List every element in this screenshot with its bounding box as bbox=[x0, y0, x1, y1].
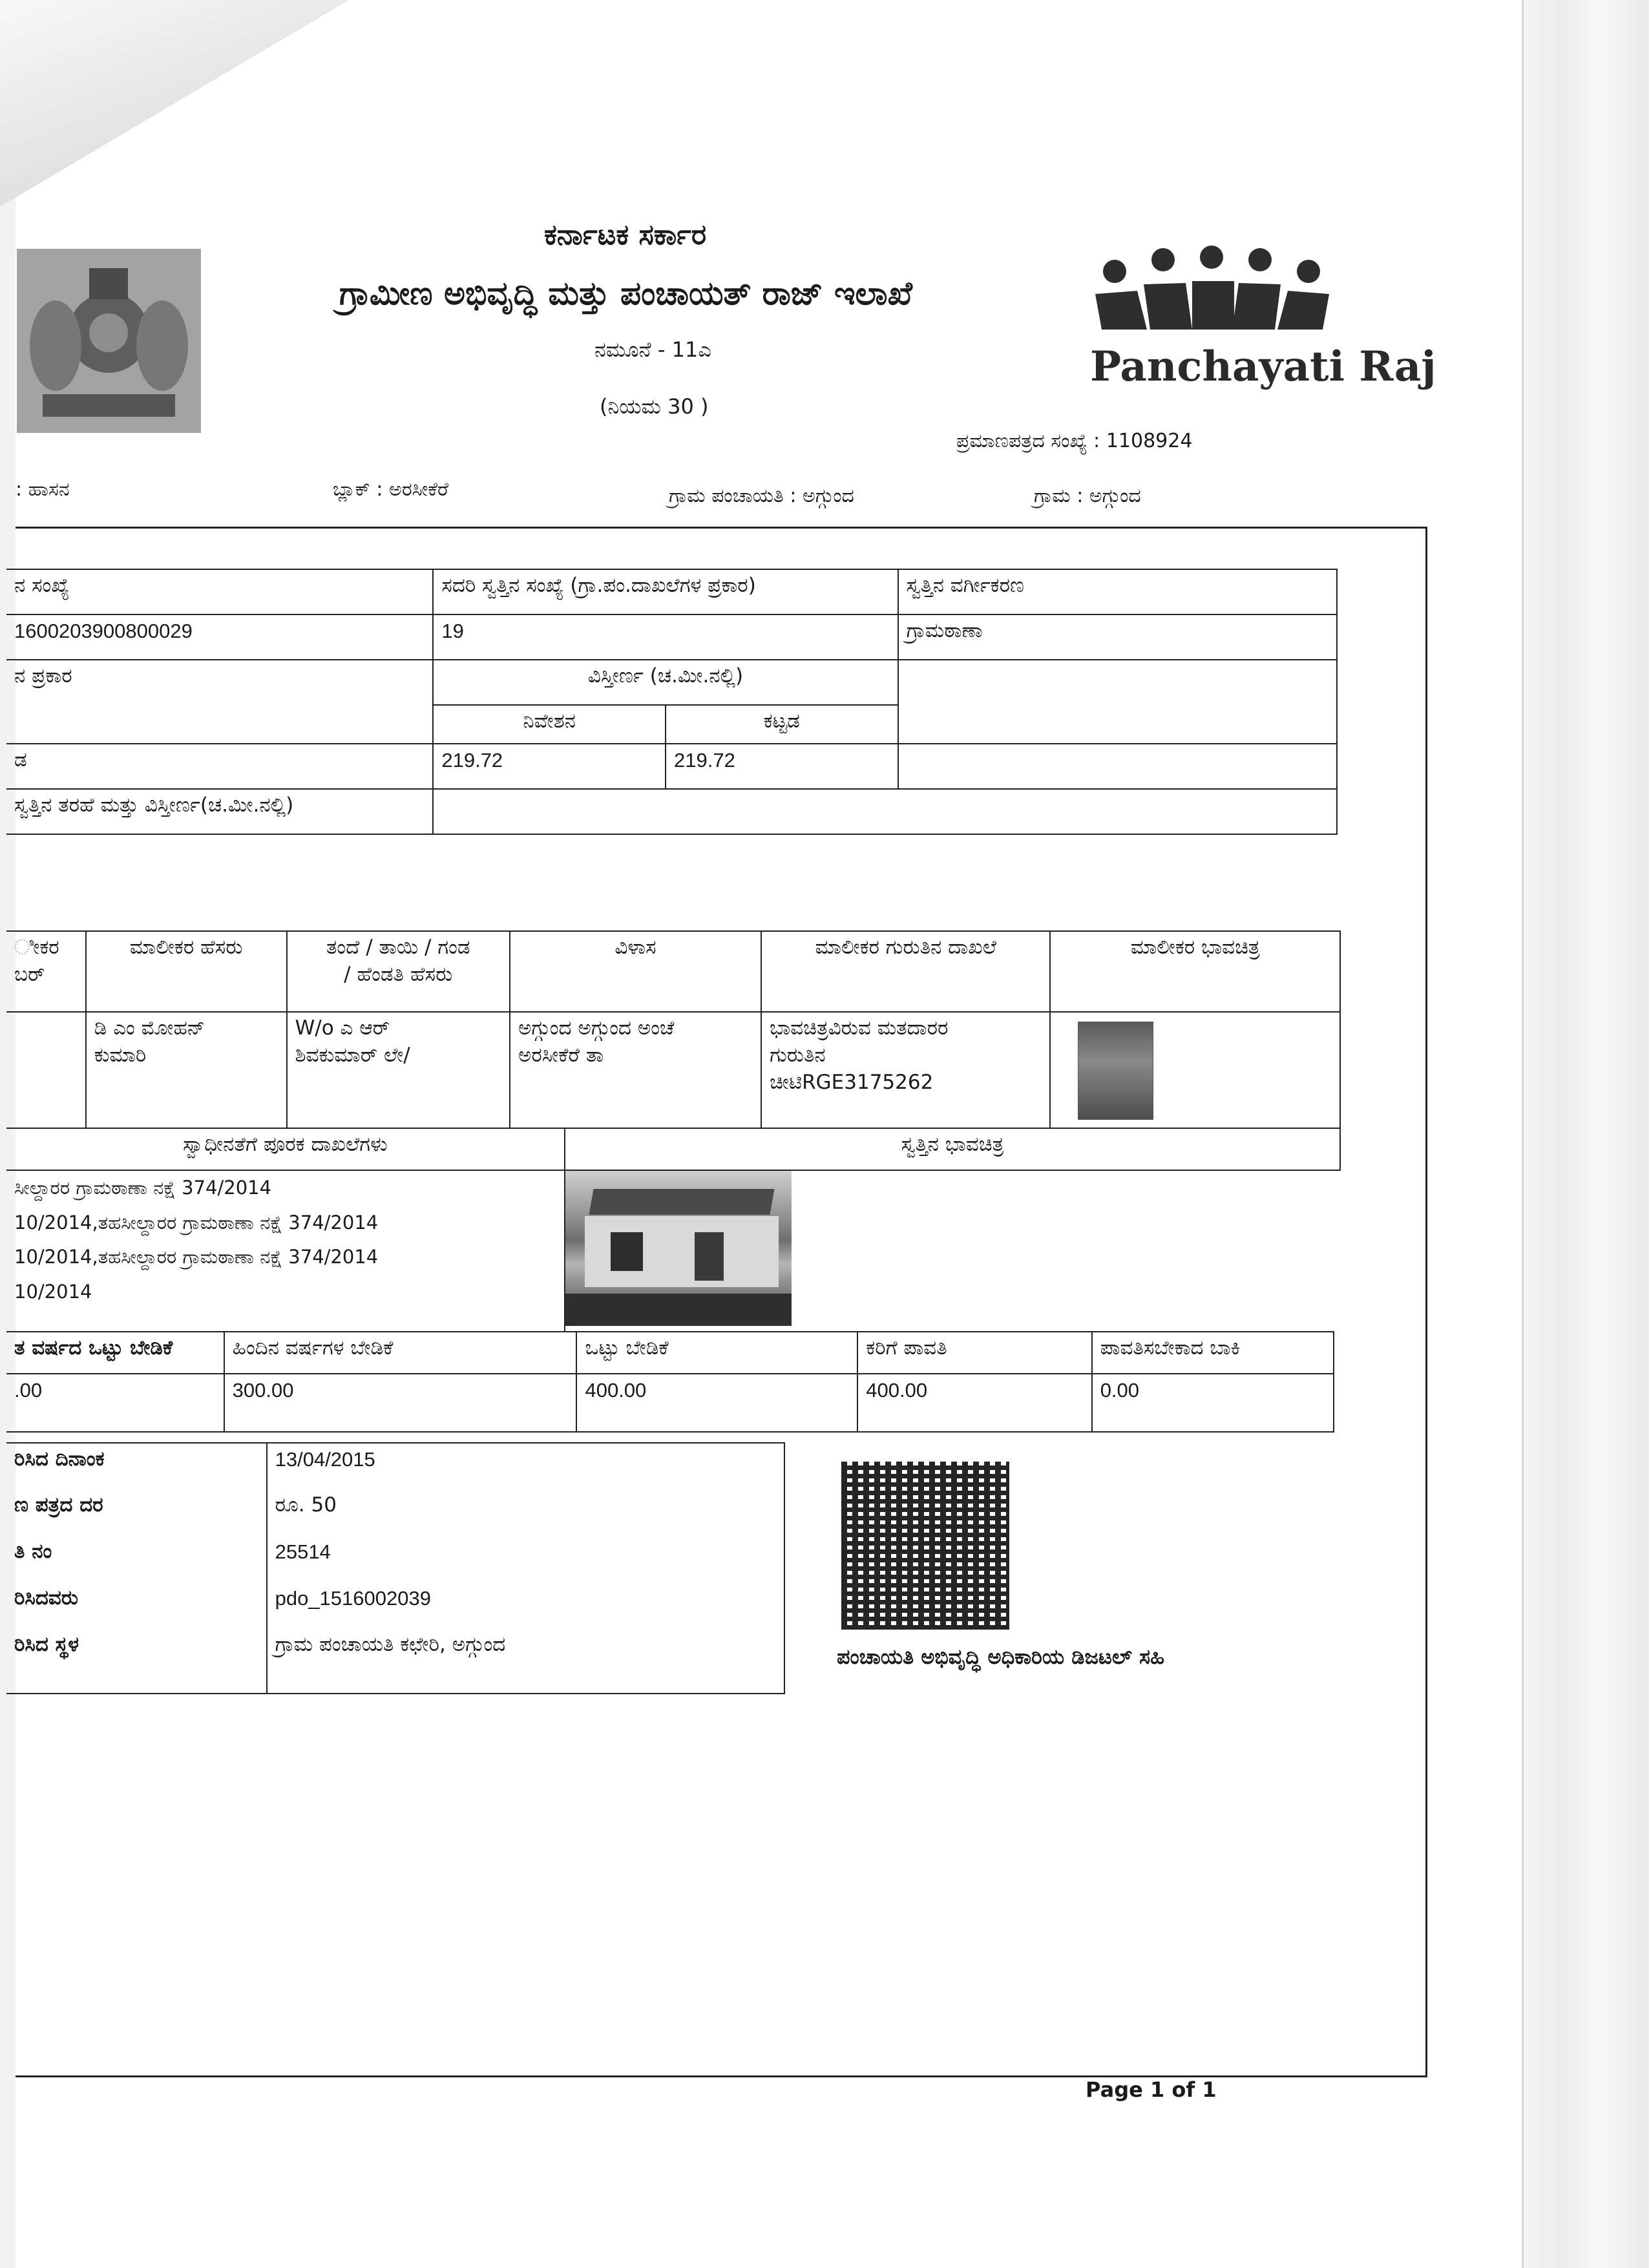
owner-address-a: ಅಗ್ಗುಂದ ಅಗ್ಗುಂದ ಅಂಚೆ bbox=[518, 1016, 675, 1040]
property-photo-heading: ಸ್ವತ್ತಿನ ಭಾವಚಿತ್ರ bbox=[565, 1128, 1340, 1170]
tax-total-head: ಒಟ್ಟು ಬೇಡಿಕೆ bbox=[576, 1332, 857, 1374]
page-number: Page 1 of 1 bbox=[1086, 2077, 1217, 2102]
owner-col-relation-b: / ಹೆಂಡತಿ ಹೆಸರು bbox=[344, 962, 453, 986]
fee-label: ಣ ಪತ್ರದ ದರ bbox=[6, 1489, 267, 1536]
tax-current-year-value: .00 bbox=[6, 1374, 224, 1432]
owner-relation-a: W/o ಎ ಆರ್ bbox=[295, 1016, 390, 1040]
digital-signature-caption: ಪಂಚಾಯತಿ ಅಭಿವೃದ್ಧಿ ಅಧಿಕಾರಿಯ ಡಿಜಟಲ್ ಸಹಿ bbox=[837, 1644, 1165, 1669]
owner-id-b: ಗುರುತಿನ bbox=[770, 1043, 826, 1067]
property-id-label: ನ ಸಂಖ್ಯೆ bbox=[6, 569, 433, 614]
owner-photo bbox=[1078, 1022, 1153, 1120]
owner-address bbox=[510, 1012, 761, 1128]
sadari-value: 19 bbox=[433, 614, 898, 660]
site-label: ನಿವೇಶನ bbox=[433, 705, 666, 744]
property-photo-cell bbox=[565, 1170, 1340, 1332]
property-row-label: ಡ bbox=[6, 744, 433, 789]
owner-id-a: ಭಾವಚಿತ್ರವಿರುವ ಮತದಾರರ bbox=[770, 1016, 949, 1040]
property-type-label: ನ ಪ್ರಕಾರ bbox=[6, 660, 433, 744]
owner-number bbox=[6, 1012, 86, 1128]
documents-heading: ಸ್ವಾಧೀನತೆಗೆ ಪೂರಕ ದಾಖಲೆಗಳು bbox=[6, 1128, 565, 1170]
property-table bbox=[6, 569, 1338, 835]
owner-col-number bbox=[6, 931, 86, 1012]
documents-list bbox=[6, 1170, 565, 1332]
logo-text: Panchayati Raj bbox=[1090, 342, 1436, 391]
tax-paid-value: 400.00 bbox=[857, 1374, 1091, 1432]
scan-right-edge bbox=[1522, 0, 1649, 2268]
gram-panchayat: ಗ್ರಾಮ ಪಂಚಾಯತಿ : ಅಗ್ಗುಂದ bbox=[669, 485, 854, 507]
certificate-number: ಪ್ರಮಾಣಪತ್ರದ ಸಂಖ್ಯೆ : 1108924 bbox=[956, 430, 1193, 452]
area-blank bbox=[898, 744, 1337, 789]
owner-name-a: ಡಿ ಎಂ ಮೋಹನ್ bbox=[94, 1016, 205, 1040]
issued-by-label: ರಿಸಿದವರು bbox=[6, 1582, 267, 1629]
tax-balance-head: ಪಾವತಿಸಬೇಕಾದ ಬಾಕಿ bbox=[1092, 1332, 1334, 1374]
folded-corner bbox=[0, 0, 349, 207]
owner-col-number-a: ೀಕರ bbox=[14, 936, 59, 959]
sadari-label: ಸದರಿ ಸ್ವತ್ತಿನ ಸಂಖ್ಯೆ (ಗ್ರಾ.ಪಂ.ದಾಖಲೆಗಳ ಪ್ರಕಾರ) bbox=[433, 569, 898, 614]
issue-date-label: ರಿಸಿದ ದಿನಾಂಕ bbox=[6, 1443, 267, 1489]
receipt-value: 25514 bbox=[267, 1536, 784, 1582]
nature-value bbox=[433, 789, 1337, 834]
tax-total-value: 400.00 bbox=[576, 1374, 857, 1432]
fee-value: ರೂ. 50 bbox=[267, 1489, 784, 1536]
document-line-1: ಸೀಲ್ದಾರರ ಗ್ರಾಮಠಾಣಾ ನಕ್ಷೆ 374/2014 bbox=[14, 1177, 272, 1199]
building-value: 219.72 bbox=[666, 744, 898, 789]
owner-col-number-b: ಬರ್ bbox=[14, 962, 45, 986]
tax-previous-value: 300.00 bbox=[224, 1374, 577, 1432]
property-id-value: 1600203900800029 bbox=[6, 614, 433, 660]
category-blank bbox=[898, 660, 1337, 744]
header-rule: (ನಿಯಮ 30 ) bbox=[600, 394, 709, 419]
documents-table bbox=[6, 1128, 1341, 1332]
header-gov: ಕರ್ನಾಟಕ ಸರ್ಕಾರ bbox=[544, 218, 707, 251]
document-line-3: 10/2014,ತಹಸೀಲ್ದಾರರ ಗ್ರಾಮಠಾಣಾ ನಕ್ಷೆ 374/2014 bbox=[14, 1246, 379, 1268]
site-value: 219.72 bbox=[433, 744, 666, 789]
karnataka-emblem-icon bbox=[17, 249, 201, 433]
tax-paid-head: ಕರಿಗೆ ಪಾವತಿ bbox=[857, 1332, 1091, 1374]
issue-place-label: ರಿಸಿದ ಸ್ಥಳ bbox=[6, 1629, 267, 1694]
area-label: ವಿಸ್ತೀರ್ಣ (ಚ.ಮೀ.ನಲ್ಲಿ) bbox=[433, 660, 898, 705]
owner-col-relation-a: ತಂದೆ / ತಾಯಿ / ಗಂಡ bbox=[326, 936, 470, 959]
owner-id-doc bbox=[761, 1012, 1050, 1128]
header-form: ನಮೂನೆ - 11ಎ bbox=[594, 337, 711, 362]
tax-table bbox=[6, 1331, 1334, 1433]
owner-col-photo: ಮಾಲೀಕರ ಭಾವಚಿತ್ರ bbox=[1050, 931, 1340, 1012]
qr-code-icon bbox=[841, 1462, 1009, 1630]
owner-table bbox=[6, 930, 1341, 1129]
owner-photo-cell bbox=[1050, 1012, 1340, 1128]
issue-date-value: 13/04/2015 bbox=[267, 1443, 784, 1489]
property-photo bbox=[565, 1171, 792, 1326]
category-value: ಗ್ರಾಮಠಾಣಾ bbox=[898, 614, 1337, 660]
owner-col-id: ಮಾಲೀಕರ ಗುರುತಿನ ದಾಖಲೆ bbox=[761, 931, 1050, 1012]
tax-previous-head: ಹಿಂದಿನ ವರ್ಷಗಳ ಬೇಡಿಕೆ bbox=[224, 1332, 577, 1374]
building-label: ಕಟ್ಟಡ bbox=[666, 705, 898, 744]
document-line-2: 10/2014,ತಹಸೀಲ್ದಾರರ ಗ್ರಾಮಠಾಣಾ ನಕ್ಷೆ 374/2014 bbox=[14, 1211, 379, 1234]
owner-name bbox=[86, 1012, 287, 1128]
receipt-label: ತಿ ನಂ bbox=[6, 1536, 267, 1582]
block: ಬ್ಲಾಕ್ : ಅರಸೀಕೆರೆ bbox=[333, 478, 449, 501]
document-line-4: 10/2014 bbox=[14, 1280, 92, 1303]
owner-col-relation bbox=[287, 931, 510, 1012]
issue-table bbox=[6, 1442, 785, 1694]
issue-place-value: ಗ್ರಾಮ ಪಂಚಾಯತಿ ಕಛೇರಿ, ಅಗ್ಗುಂದ bbox=[267, 1629, 784, 1694]
tax-current-year-head: ತ ವರ್ಷದ ಒಟ್ಟು ಬೇಡಿಕೆ bbox=[6, 1332, 224, 1374]
nature-label: ಸ್ವತ್ತಿನ ತರಹೆ ಮತ್ತು ವಿಸ್ತೀರ್ಣ(ಚ.ಮೀ.ನಲ್ಲಿ) bbox=[6, 789, 433, 834]
category-label: ಸ್ವತ್ತಿನ ವರ್ಗೀಕರಣ bbox=[898, 569, 1337, 614]
owner-relation bbox=[287, 1012, 510, 1128]
owner-col-name: ಮಾಲೀಕರ ಹೆಸರು bbox=[86, 931, 287, 1012]
district: : ಹಾಸನ bbox=[16, 478, 70, 501]
owner-name-b: ಕುಮಾರಿ bbox=[94, 1043, 147, 1067]
owner-id-c: ಚೀಟಿRGE3175262 bbox=[770, 1070, 934, 1094]
village: ಗ್ರಾಮ : ಅಗ್ಗುಂದ bbox=[1034, 485, 1141, 507]
owner-col-address: ವಿಳಾಸ bbox=[510, 931, 761, 1012]
owner-relation-b: ಶಿವಕುಮಾರ್ ಲೇ/ bbox=[295, 1043, 410, 1067]
issued-by-value: pdo_1516002039 bbox=[267, 1582, 784, 1629]
header-dept: ಗ್ರಾಮೀಣ ಅಭಿವೃದ್ಧಿ ಮತ್ತು ಪಂಚಾಯತ್ ರಾಜ್ ಇಲಾಖೆ bbox=[339, 275, 912, 312]
owner-address-b: ಅರಸೀಕೆರೆ ತಾ bbox=[518, 1043, 604, 1067]
panchayati-raj-logo bbox=[1089, 246, 1436, 414]
tax-balance-value: 0.00 bbox=[1092, 1374, 1334, 1432]
